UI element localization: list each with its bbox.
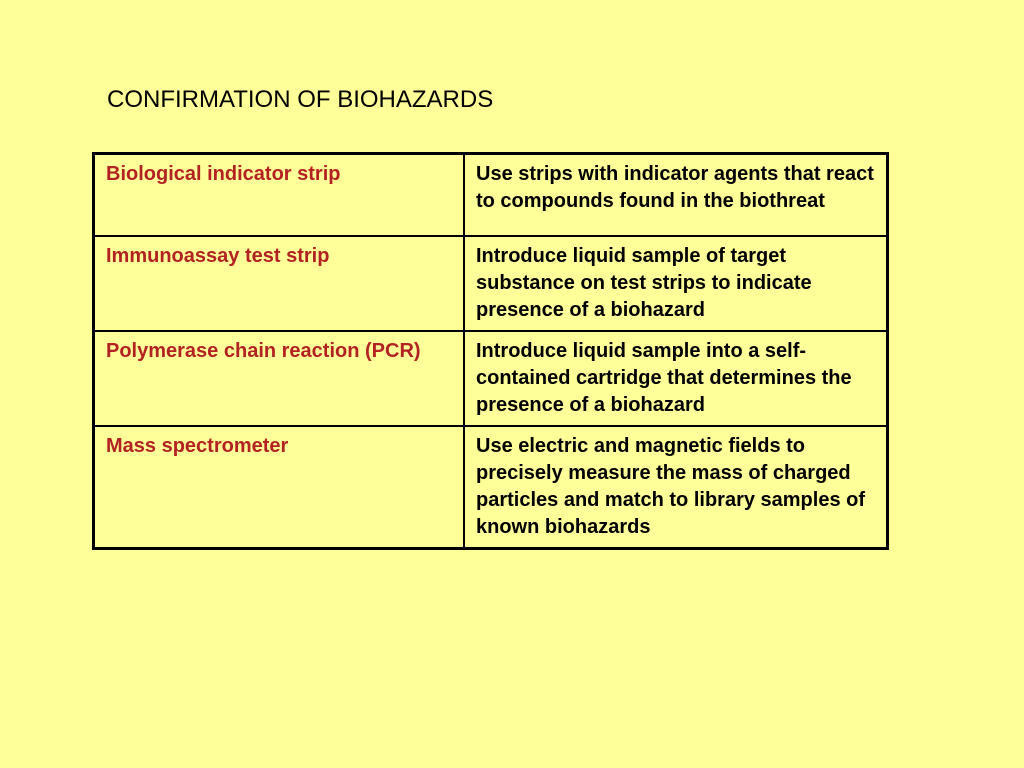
table-row — [94, 331, 888, 426]
method-description-cell: Use electric and magnetic fields to precisely measure the mass of charged particles and match to library samples of known biohazards — [464, 426, 888, 549]
table-row — [94, 426, 888, 549]
slide-title: CONFIRMATION OF BIOHAZARDS — [107, 86, 494, 113]
method-description-cell: Introduce liquid sample into a self-contained cartridge that determines the presence of a biohazard — [464, 331, 888, 426]
method-name-cell: Mass spectrometer — [94, 426, 465, 549]
method-name-cell: Immunoassay test strip — [94, 236, 465, 331]
table-row — [94, 236, 888, 331]
method-description-cell: Use strips with indicator agents that react to compounds found in the biothreat — [464, 154, 888, 237]
method-name-cell: Polymerase chain reaction (PCR) — [94, 331, 465, 426]
method-description-cell: Introduce liquid sample of target substance on test strips to indicate presence of a biohazard — [464, 236, 888, 331]
table-row — [94, 154, 888, 237]
method-name-cell: Biological indicator strip — [94, 154, 465, 237]
biohazard-confirmation-table — [92, 152, 889, 550]
